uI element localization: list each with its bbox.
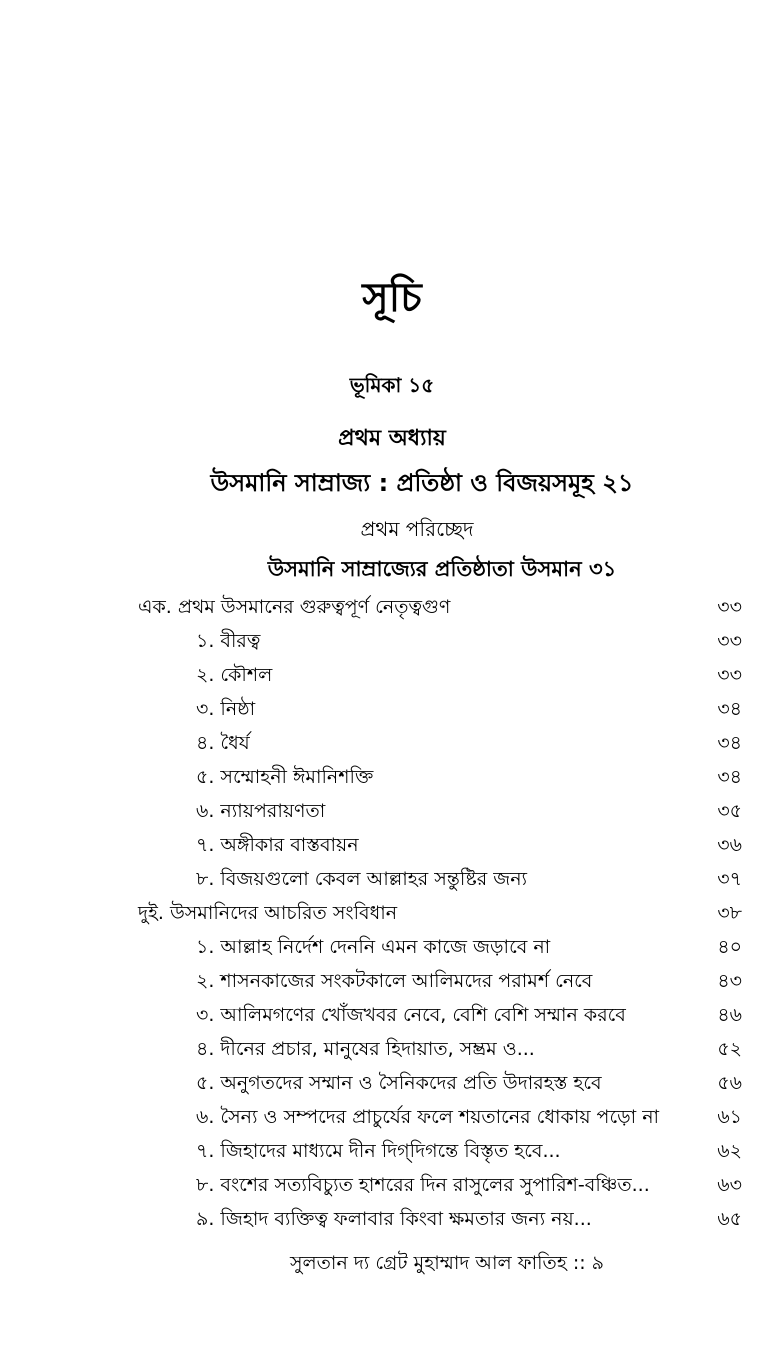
toc-page-number: ৬৩ (717, 1174, 742, 1196)
toc-row (0, 624, 784, 658)
toc-row (0, 658, 784, 692)
toc-entry-label: ১. বীরত্ব (196, 630, 261, 652)
toc-page-number: ৪৩ (717, 970, 742, 992)
toc-row (0, 828, 784, 862)
toc-row (0, 760, 784, 794)
toc-entry-label: ৭. অঙ্গীকার বাস্তবায়ন (196, 834, 359, 856)
toc-page-number: ৩৪ (717, 732, 742, 754)
toc-entry-label: ২. কৌশল (196, 664, 273, 686)
toc-list (0, 590, 784, 1236)
toc-page-number: ৪৬ (717, 1004, 742, 1026)
toc-page-number: ৩৪ (717, 698, 742, 720)
toc-page-number: ৩৪ (717, 766, 742, 788)
toc-page-number: ৩৬ (717, 834, 742, 856)
toc-entry-label: ২. শাসনকাজের সংকটকালে আলিমদের পরামর্শ নেবে (196, 970, 593, 992)
toc-page-number: ৩৩ (717, 664, 742, 686)
page-footer: সুলতান দ্য গ্রেট মুহাম্মাদ আল ফাতিহ :: ৯ (289, 1252, 605, 1274)
toc-entry-label: ৬. সৈন্য ও সম্পদের প্রাচুর্যের ফলে শয়তানের ধোকায় পড়ো না (196, 1106, 660, 1128)
toc-entry-label: ৫. অনুগতদের সম্মান ও সৈনিকদের প্রতি উদারহস্ত হবে (196, 1072, 602, 1094)
toc-row (0, 896, 784, 930)
toc-row (0, 1066, 784, 1100)
toc-page-number: ৩৭ (717, 868, 742, 890)
toc-page-number: ৬১ (717, 1106, 742, 1128)
toc-entry-label: ৮. বংশের সত্যবিচ্যুত হাশরের দিন রাসুলের সুপারিশ-বঞ্চিত... (196, 1174, 650, 1196)
toc-page-number: ৫২ (717, 1038, 742, 1060)
toc-row (0, 1134, 784, 1168)
toc-entry-label: এক. প্রথম উসমানের গুরুত্বপূর্ণ নেতৃত্বগুণ (138, 596, 451, 618)
toc-entry-label: ৪. দীনের প্রচার, মানুষের হিদায়াত, সম্ভ্রম ও... (196, 1038, 535, 1060)
toc-entry-label: ৮. বিজয়গুলো কেবল আল্লাহর সন্তুষ্টির জন্য (196, 868, 528, 890)
toc-entry-label: দুই. উসমানিদের আচরিত সংবিধান (138, 902, 398, 924)
toc-row (0, 1168, 784, 1202)
page-title: সূচি (362, 275, 422, 321)
section-heading: প্রথম পরিচ্ছেদ (360, 517, 474, 541)
toc-page-number: ৬২ (717, 1140, 742, 1162)
toc-page-number: ৫৬ (717, 1072, 742, 1094)
toc-page-number: ৩৩ (717, 596, 742, 618)
toc-entry-label: ৯. জিহাদ ব্যক্তিত্ব ফলাবার কিংবা ক্ষমতার জন্য নয়... (196, 1208, 592, 1230)
toc-entry-label: ৩. আলিমগণের খোঁজখবর নেবে, বেশি বেশি সম্মান করবে (196, 1004, 626, 1026)
toc-entry-label: ৪. ধৈর্য (196, 732, 250, 754)
toc-row (0, 726, 784, 760)
toc-page-number: ৩৩ (717, 630, 742, 652)
toc-page-number: ৪০ (717, 936, 742, 958)
toc-row (0, 590, 784, 624)
chapter-heading: প্রথম অধ্যায় (338, 426, 446, 451)
toc-entry-label: ৬. ন্যায়পরায়ণতা (196, 800, 326, 822)
toc-row (0, 1100, 784, 1134)
toc-page-number: ৩৫ (717, 800, 742, 822)
toc-row (0, 692, 784, 726)
toc-row (0, 998, 784, 1032)
toc-page-number: ৩৮ (717, 902, 742, 924)
toc-row (0, 794, 784, 828)
toc-row (0, 862, 784, 896)
toc-entry-label: ৭. জিহাদের মাধ্যমে দীন দিগ্‌দিগন্তে বিস্তৃত হবে... (196, 1140, 561, 1162)
chapter-title: উসমানি সাম্রাজ্য : প্রতিষ্ঠা ও বিজয়সমূহ ২১ (210, 469, 634, 497)
intro-entry: ভূমিকা ১৫ (349, 373, 435, 397)
toc-row (0, 964, 784, 998)
toc-row (0, 1202, 784, 1236)
toc-entry-label: ৫. সম্মোহনী ঈমানিশক্তি (196, 766, 374, 788)
toc-row (0, 1032, 784, 1066)
toc-entry-label: ১. আল্লাহ নির্দেশ দেননি এমন কাজে জড়াবে না (196, 936, 551, 958)
toc-page-number: ৬৫ (717, 1208, 742, 1230)
toc-row (0, 930, 784, 964)
section-title: উসমানি সাম্রাজ্যের প্রতিষ্ঠাতা উসমান ৩১ (267, 557, 617, 581)
toc-entry-label: ৩. নিষ্ঠা (196, 698, 256, 720)
